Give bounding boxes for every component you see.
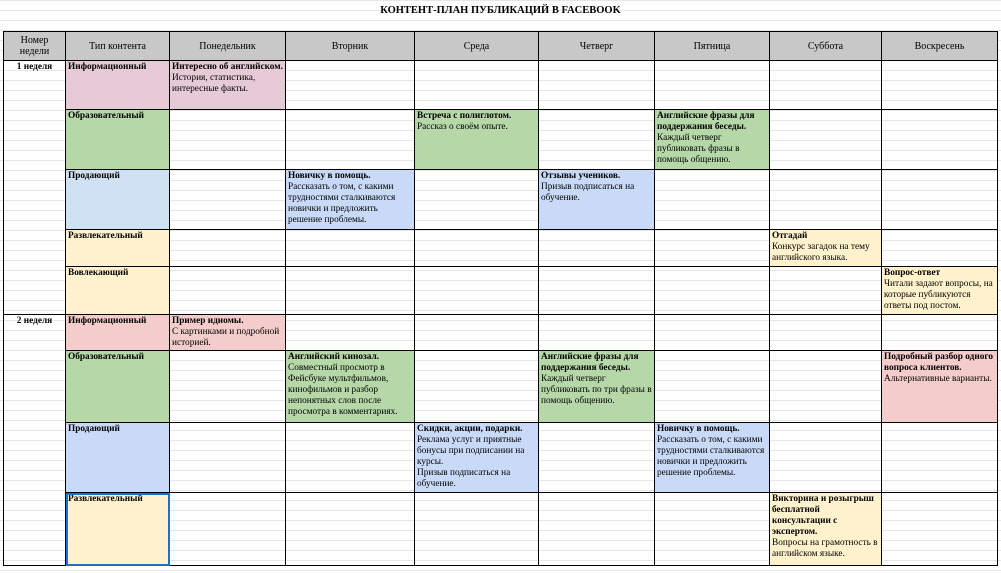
col-header-monday[interactable]: Понедельник (170, 32, 286, 61)
cell-w2-info-mon[interactable] (170, 315, 286, 351)
col-header-week[interactable]: Номер недели (4, 32, 66, 61)
cell-heading: Пример идиомы. (172, 316, 244, 326)
empty-cell[interactable] (539, 267, 655, 315)
empty-cell[interactable] (770, 170, 882, 230)
cell-w2-edu-thu[interactable] (539, 351, 655, 423)
cell-text: Призыв подписаться на обучение. (417, 468, 511, 489)
type-fun-cell[interactable]: Развлекательный (66, 493, 170, 566)
type-edu-cell[interactable]: Образовательный (66, 351, 170, 423)
table-row (4, 170, 998, 230)
empty-cell[interactable] (539, 230, 655, 267)
empty-cell[interactable] (539, 423, 655, 493)
cell-w1-sales-tue[interactable] (286, 170, 415, 230)
type-edu-cell[interactable]: Образовательный (66, 110, 170, 170)
cell-w2-edu-sun[interactable] (882, 351, 998, 423)
cell-w2-sales-fri[interactable] (655, 423, 770, 493)
week-2-cell[interactable]: 2 неделя (4, 315, 66, 566)
empty-cell[interactable] (770, 110, 882, 170)
cell-heading: Новичку в помощь. (288, 171, 371, 181)
col-header-thursday[interactable]: Четверг (539, 32, 655, 61)
cell-text: История, статистика, интересные факты. (172, 73, 256, 94)
empty-cell[interactable] (882, 170, 998, 230)
empty-cell[interactable] (770, 315, 882, 351)
header-row (4, 32, 998, 61)
empty-cell[interactable] (286, 230, 415, 267)
empty-cell[interactable] (539, 493, 655, 566)
type-info-cell[interactable]: Информационный (66, 315, 170, 351)
type-sales-cell[interactable]: Продающий (66, 170, 170, 230)
empty-cell[interactable] (770, 61, 882, 110)
cell-w1-info-mon[interactable] (170, 61, 286, 110)
empty-cell[interactable] (655, 170, 770, 230)
empty-cell[interactable] (415, 351, 539, 423)
empty-cell[interactable] (170, 110, 286, 170)
col-header-wednesday[interactable]: Среда (415, 32, 539, 61)
cell-heading: Отзывы учеников. (541, 171, 621, 181)
type-engage-cell[interactable]: Вовлекающий (66, 267, 170, 315)
cell-text: Каждый четверг публиковать по три фразы в помощь общению. (541, 374, 652, 406)
empty-cell[interactable] (286, 110, 415, 170)
cell-w2-edu-tue[interactable] (286, 351, 415, 423)
empty-cell[interactable] (882, 315, 998, 351)
empty-cell[interactable] (882, 110, 998, 170)
empty-cell[interactable] (286, 423, 415, 493)
col-header-type[interactable]: Тип контента (66, 32, 170, 61)
empty-cell[interactable] (170, 230, 286, 267)
table-row (4, 267, 998, 315)
cell-text: Совместный просмотр в Фейсбуке мультфильмов, кинофильмов и разбор непонятных слов после просмотра в комментариях. (288, 363, 398, 417)
empty-cell[interactable] (415, 493, 539, 566)
type-sales-cell[interactable]: Продающий (66, 423, 170, 493)
empty-cell[interactable] (655, 315, 770, 351)
cell-heading: Английский кинозал. (288, 352, 379, 362)
cell-text: Реклама услуг и приятные бонусы при подписании на курсы. (417, 435, 525, 467)
empty-cell[interactable] (170, 267, 286, 315)
empty-cell[interactable] (539, 315, 655, 351)
empty-cell[interactable] (415, 267, 539, 315)
cell-text: Призыв подписаться на обучение. (541, 182, 635, 203)
empty-cell[interactable] (415, 61, 539, 110)
cell-text: Каждый четверг публиковать фразы в помощь общению. (657, 133, 740, 165)
cell-w1-sales-thu[interactable] (539, 170, 655, 230)
cell-heading: Вопрос-ответ (884, 268, 941, 278)
cell-heading: Отгадай (772, 231, 808, 241)
empty-cell[interactable] (415, 170, 539, 230)
empty-cell[interactable] (770, 423, 882, 493)
type-fun-cell[interactable]: Развлекательный (66, 230, 170, 267)
cell-heading: Встреча с полиглотом. (417, 111, 512, 121)
col-header-sunday[interactable]: Воскресень (882, 32, 998, 61)
table-row (4, 351, 998, 423)
empty-cell[interactable] (415, 315, 539, 351)
col-header-friday[interactable]: Пятница (655, 32, 770, 61)
empty-cell[interactable] (170, 493, 286, 566)
empty-cell[interactable] (882, 230, 998, 267)
cell-w2-sales-wed[interactable] (415, 423, 539, 493)
cell-text: Рассказать о том, с какими трудностями сталкиваются новички и предложить решение проблемы. (288, 182, 396, 225)
empty-cell[interactable] (170, 351, 286, 423)
empty-cell[interactable] (286, 493, 415, 566)
empty-cell[interactable] (882, 61, 998, 110)
empty-cell[interactable] (655, 61, 770, 110)
cell-w1-engage-sun[interactable] (882, 267, 998, 315)
empty-cell[interactable] (415, 230, 539, 267)
cell-heading: Интересно об английском. (172, 62, 283, 72)
table-row (4, 110, 998, 170)
cell-heading: Викторина и розыгрыш бесплатной консультации с экспертом. (772, 494, 874, 537)
table-row (4, 61, 998, 110)
empty-cell[interactable] (770, 267, 882, 315)
cell-heading: Английские фразы для поддержания беседы. (541, 352, 639, 373)
empty-cell[interactable] (286, 315, 415, 351)
empty-cell[interactable] (170, 170, 286, 230)
empty-cell[interactable] (882, 493, 998, 566)
table-row (4, 423, 998, 493)
empty-cell[interactable] (286, 61, 415, 110)
content-plan-table (3, 31, 998, 566)
empty-cell[interactable] (286, 267, 415, 315)
empty-cell[interactable] (655, 351, 770, 423)
cell-w1-fun-sat[interactable] (770, 230, 882, 267)
cell-heading: Подробный разбор одного вопроса клиентов. (884, 352, 994, 373)
week-1-cell[interactable]: 1 неделя (4, 61, 66, 315)
cell-w2-fun-sat[interactable] (770, 493, 882, 566)
cell-heading: Скидки, акции, подарки. (417, 424, 523, 434)
cell-text: С картинками и подробной историей. (172, 327, 280, 348)
type-info-cell[interactable]: Информационный (66, 61, 170, 110)
cell-text: Конкурс загадок на тему английского языка. (772, 242, 870, 263)
cell-text: Рассказ о своём опыте. (417, 122, 508, 132)
empty-cell[interactable] (539, 61, 655, 110)
cell-text: Вопросы на грамотность в английском языке. (772, 538, 878, 559)
empty-cell[interactable] (882, 423, 998, 493)
empty-cell[interactable] (770, 351, 882, 423)
empty-cell[interactable] (655, 493, 770, 566)
empty-cell[interactable] (655, 267, 770, 315)
cell-heading: Новичку в помощь. (657, 424, 740, 434)
sheet-title: КОНТЕНТ-ПЛАН ПУБЛИКАЦИЙ В FACEBOOK (380, 5, 621, 16)
cell-w1-edu-wed[interactable] (415, 110, 539, 170)
empty-cell[interactable] (539, 110, 655, 170)
cell-text: Читали задают вопросы, на которые публикуются ответы под постом. (884, 279, 993, 311)
col-header-tuesday[interactable]: Вторник (286, 32, 415, 61)
cell-heading: Английские фразы для поддержания беседы. (657, 111, 755, 132)
cell-w1-edu-fri[interactable] (655, 110, 770, 170)
empty-cell[interactable] (170, 423, 286, 493)
table-row (4, 230, 998, 267)
table-row (4, 493, 998, 566)
table-row (4, 315, 998, 351)
cell-text: Альтернативные варианты. (884, 374, 992, 384)
cell-text: Рассказать о том, с какими трудностями сталкиваются новички и предложить решение проблемы. (657, 435, 765, 478)
col-header-saturday[interactable]: Суббота (770, 32, 882, 61)
empty-cell[interactable] (655, 230, 770, 267)
